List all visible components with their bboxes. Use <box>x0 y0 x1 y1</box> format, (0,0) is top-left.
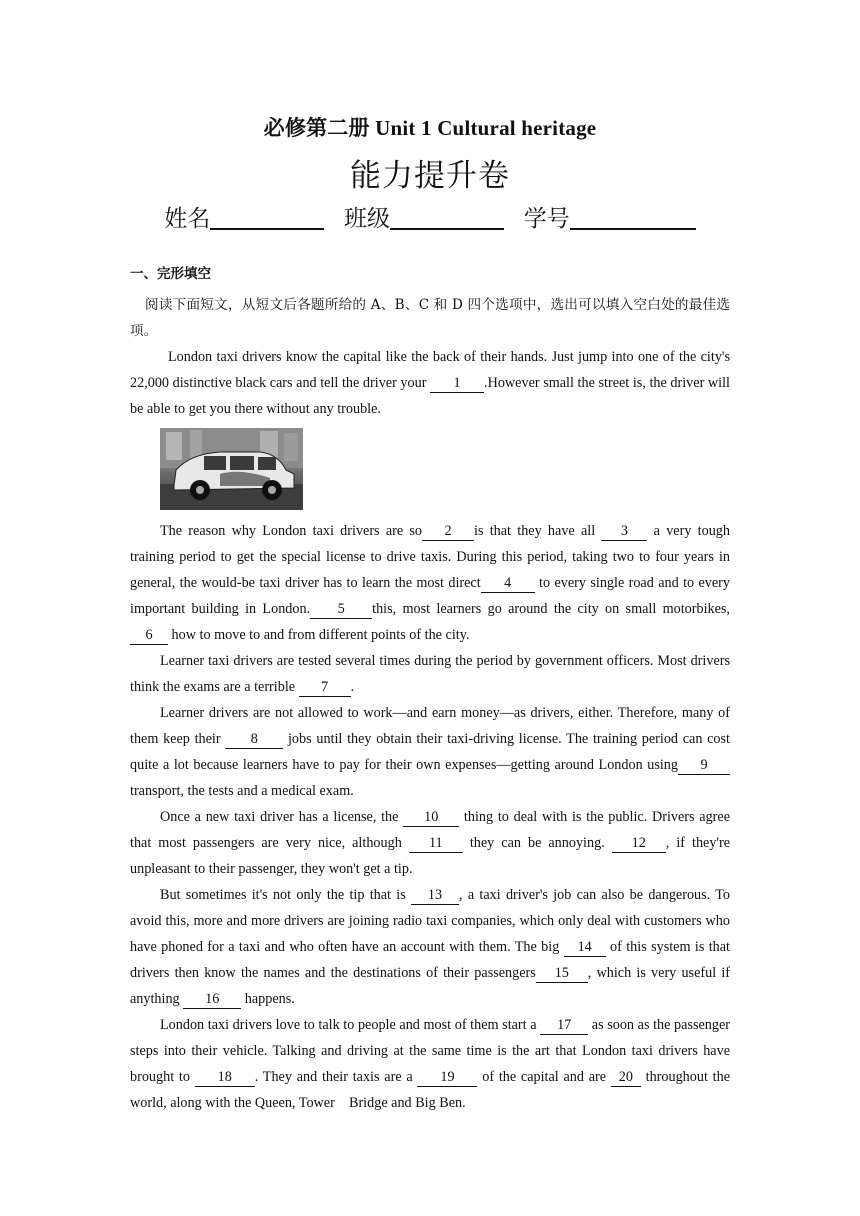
blank-17[interactable]: 17 <box>540 1016 588 1035</box>
paper-title: 能力提升卷 <box>350 158 510 193</box>
paragraph-5: Once a new taxi driver has a license, the 10 thing to deal with is the public. Drivers agree that most passengers are very nice, although 11 they can be annoying. 12 , if they're unpleasant to their passenger, they won't get a tip. <box>130 809 731 877</box>
paragraph-2: The reason why London taxi drivers are so 2 is that they have all 3 a very tough training period to get the special license to drive taxis. During this period, taking two to four years in general, the would-be taxi driver has to learn the most direct 4 to every single road and to every important building in London. 5 this, most learners go around the city on small motorbikes, 6 how to move to and from different points of the city. <box>130 523 730 643</box>
course-title: 必修第二册 Unit 1 Cultural heritage <box>263 116 597 140</box>
blank-7[interactable]: 7 <box>299 678 351 697</box>
name-field[interactable] <box>210 206 324 230</box>
class-field[interactable] <box>390 206 504 230</box>
paragraph-1: London taxi drivers know the capital like the back of their hands. Just jump into one of the city's 22,000 distinctive black cars and tell the driver your 1 .However small the street is, the driver will be able to get you there without any trouble. <box>130 349 730 417</box>
blank-10[interactable]: 10 <box>403 808 459 827</box>
section-title: 一、完形填空 <box>130 266 211 282</box>
taxi-image-icon <box>160 428 303 510</box>
blank-8[interactable]: 8 <box>225 730 283 749</box>
blank-15[interactable]: 15 <box>536 964 588 983</box>
paragraph-6: But sometimes it's not only the tip that is 13 , a taxi driver's job can also be dangerous. To avoid this, more and more drivers are joining radio taxi companies, which only deal with customers who have phoned for a taxi and who often have an account with them. The big 14 of this system is that drivers then know the names and the destinations of their passengers 15 , which is very useful if anything 16 happens. <box>130 887 730 1007</box>
blank-13[interactable]: 13 <box>411 886 459 905</box>
id-label: 学号 <box>523 206 570 231</box>
blank-19[interactable]: 19 <box>417 1068 477 1087</box>
student-info-line <box>0 200 860 233</box>
london-taxi-photo <box>160 428 303 510</box>
blank-6[interactable]: 6 <box>130 626 168 645</box>
blank-3[interactable]: 3 <box>601 522 647 541</box>
paragraph-4: Learner drivers are not allowed to work—and earn money—as drivers, either. Therefore, many of them keep their 8 jobs until they obtain their taxi-driving license. The training period can cost quite a lot because learners have to pay for their own expenses—getting around London using 9 transport, the tests and a medical exam. <box>130 705 730 799</box>
blank-1[interactable]: 1 <box>430 374 484 393</box>
blank-2[interactable]: 2 <box>422 522 474 541</box>
instruction-text: 阅读下面短文，从短文后各题所给的 A、B、C 和 D 四个选项中，选出可以填入空白处的最佳选项。 <box>130 297 730 339</box>
blank-16[interactable]: 16 <box>183 990 241 1009</box>
blank-5[interactable]: 5 <box>310 600 372 619</box>
blank-12[interactable]: 12 <box>612 834 666 853</box>
blank-11[interactable]: 11 <box>409 834 463 853</box>
blank-20[interactable]: 20 <box>611 1068 641 1087</box>
id-field[interactable] <box>570 206 696 230</box>
passage-body <box>130 292 730 1116</box>
paragraph-3: Learner taxi drivers are tested several times during the period by government officers. Most drivers think the exams are a terrible 7 . <box>130 653 730 695</box>
name-label: 姓名 <box>164 206 211 231</box>
blank-9[interactable]: 9 <box>678 756 730 775</box>
class-label: 班级 <box>344 206 390 231</box>
blank-14[interactable]: 14 <box>564 938 606 957</box>
blank-4[interactable]: 4 <box>481 574 535 593</box>
paragraph-7: London taxi drivers love to talk to people and most of them start a 17 as soon as the passenger steps into their vehicle. Talking and driving at the same time is the art that London taxi drivers have brought to 18 . They and their taxis are a 19 of the capital and are 20 throughout the world, along with the Queen, Tower Bridge and Big Ben. <box>130 1017 730 1111</box>
blank-18[interactable]: 18 <box>195 1068 255 1087</box>
